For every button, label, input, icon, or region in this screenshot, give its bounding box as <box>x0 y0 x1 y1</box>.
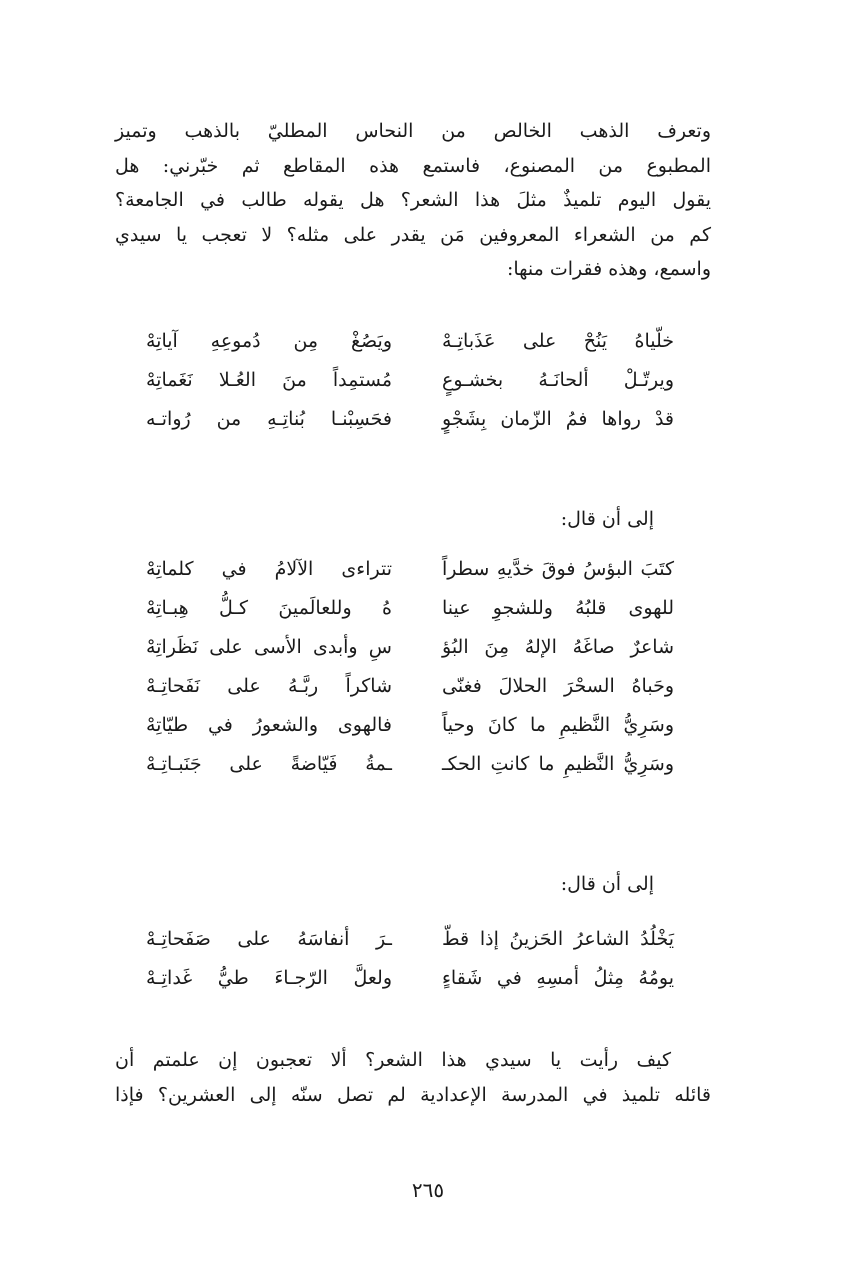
verse-row <box>115 597 711 636</box>
paragraph-line: يقول اليوم تلميذٌ مثلَ هذا الشعر؟ هل يقوله طالب في الجامعة؟ <box>115 189 711 211</box>
verse-block-2 <box>115 558 711 792</box>
verse-second-hemistich: ولعلَّ الرّجـاءَ طيُّ غَداتِـهْ <box>146 967 392 989</box>
paragraph-line: قائله تلميذ في المدرسة الإعدادية لم تصل سنّه إلى العشرين؟ فإذا <box>115 1083 711 1106</box>
verse-second-hemistich: تتراءى الآلامُ في كلماتِهْ <box>146 558 392 580</box>
verse-row <box>115 928 711 967</box>
verse-block-1 <box>115 330 711 447</box>
paragraph-1 <box>115 114 711 287</box>
verse-intro: إلى أن قال: <box>560 873 654 895</box>
verse-first-hemistich: قدْ رواها فمُ الزّمان بِشَجْوٍ <box>442 408 674 430</box>
verse-second-hemistich: مُستمِداً منَ العُـلا نَغَماتِهْ <box>146 369 392 391</box>
verse-second-hemistich: ـمةُ فَيّاضةً على جَنَبـاتِـهْ <box>146 753 392 775</box>
verse-first-hemistich: خلّياهُ يَنُحْ على عَذَباتِـهْ <box>442 330 674 352</box>
verse-first-hemistich: شاعرٌ صاغَهُ الإلهُ مِنَ البُؤ <box>442 636 674 658</box>
verse-second-hemistich: فحَسِبْنـا بُناتِـهِ من رُواتـه <box>146 408 392 430</box>
verse-row <box>115 753 711 792</box>
verse-first-hemistich: ويرتّـلْ ألحانَـهُ بخشـوعٍ <box>442 369 674 391</box>
paragraph-2 <box>115 1043 711 1112</box>
verse-first-hemistich: يَخْلُدُ الشاعرُ الحَزينُ إذا قطّ <box>442 928 674 950</box>
verse-second-hemistich: فالهوى والشعورُ في طيّاتِهْ <box>146 714 392 736</box>
paragraph-line: كيف رأيت يا سيدي هذا الشعر؟ ألا تعجبون إن علمتم أن <box>115 1049 671 1071</box>
verse-second-hemistich: هُ وللعالَمينَ كـلُّ هِبـاتِهْ <box>146 597 392 619</box>
verse-row <box>115 675 711 714</box>
page-number: ٢٦٥ <box>411 1178 445 1202</box>
verse-block-3 <box>115 928 711 1006</box>
verse-row <box>115 558 711 597</box>
verse-first-hemistich: وحَباهُ السحْرَ الحلالَ فغنّى <box>442 675 674 697</box>
paragraph-line: المطبوع من المصنوع، فاستمع هذه المقاطع ثم خبّرني: هل <box>115 154 711 177</box>
verse-intro: إلى أن قال: <box>560 508 654 530</box>
verse-row <box>115 330 711 369</box>
paragraph-line: واسمع، وهذه فقرات منها: <box>506 258 711 280</box>
verse-second-hemistich: ـرَ أنفاسَهُ على صَفَحاتِـهْ <box>146 928 392 950</box>
verse-second-hemistich: ويَصُغْ مِن دُموعِهِ آياتِهْ <box>146 330 392 352</box>
verse-row <box>115 369 711 408</box>
verse-row <box>115 408 711 447</box>
verse-first-hemistich: للهوى قلبُهُ وللشجوِ عينا <box>442 597 674 619</box>
verse-second-hemistich: سِ وأبدى الأسى على نَظَراتِهْ <box>146 636 392 658</box>
verse-first-hemistich: يومُهُ مِثلُ أمسِهِ في شَقاءٍ <box>442 967 674 989</box>
verse-first-hemistich: وسَرِيُّ النَّظيمِ ما كانَ وحياً <box>442 714 674 736</box>
verse-row <box>115 714 711 753</box>
verse-first-hemistich: وسَرِيُّ النَّظيمِ ما كانتِ الحكـ <box>442 753 674 775</box>
paragraph-line: وتعرف الذهب الخالص من النحاس المطليّ بالذهب وتميز <box>115 120 711 142</box>
verse-row <box>115 636 711 675</box>
verse-second-hemistich: شاكراً ربَّـهُ على نَفَحاتِـهْ <box>146 675 392 697</box>
verse-first-hemistich: كتَبَ البؤسُ فوقَ خدَّيهِ سطراً <box>442 558 674 580</box>
paragraph-line: كم من الشعراء المعروفين مَن يقدر على مثله؟ لا تعجب يا سيدي <box>115 223 711 246</box>
verse-row <box>115 967 711 1006</box>
